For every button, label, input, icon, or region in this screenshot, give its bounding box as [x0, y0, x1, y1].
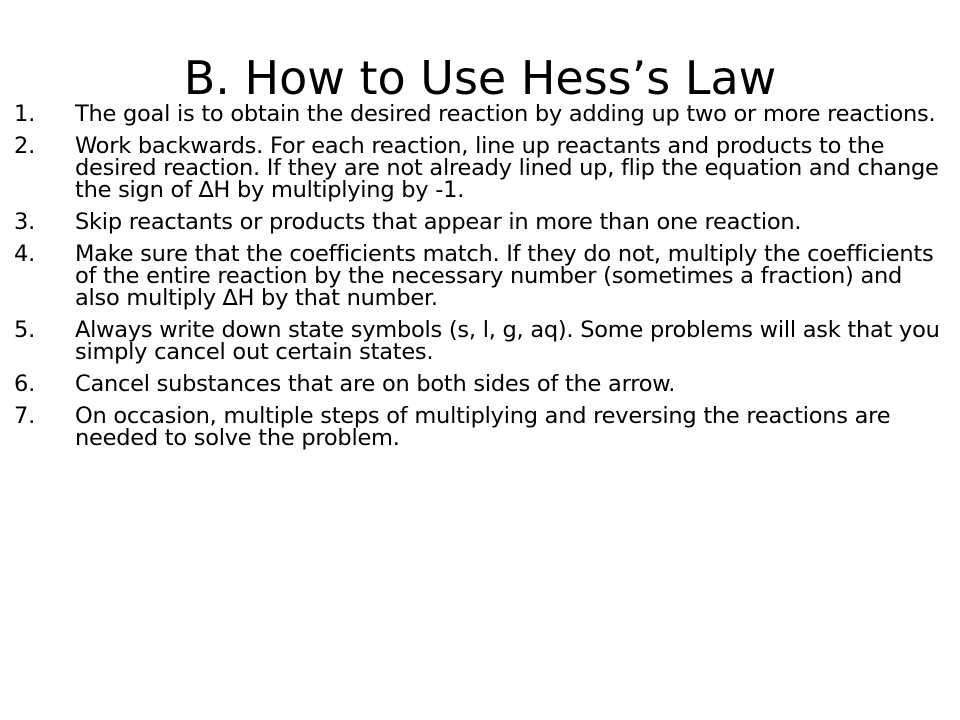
- step-number: 1.: [14, 101, 35, 127]
- step-item: [14, 405, 949, 449]
- step-item: [14, 373, 949, 395]
- step-text: Cancel substances that are on both sides of the arrow.: [75, 371, 676, 397]
- step-text: On occasion, multiple steps of multiplying and reversing the reactions are needed to solve the problem.: [75, 403, 891, 451]
- step-number: 4.: [14, 241, 35, 267]
- step-text: Work backwards. For each reaction, line up reactants and products to the desired reaction. If they are not already lined up, flip the equation and change the sign of ∆H by multiplying by -1.: [75, 133, 939, 203]
- step-number: 7.: [14, 403, 35, 429]
- step-number: 6.: [14, 371, 35, 397]
- step-item: [14, 135, 949, 201]
- step-text: Always write down state symbols (s, l, g, aq). Some problems will ask that you simply cancel out certain states.: [75, 317, 940, 365]
- step-number: 2.: [14, 133, 35, 159]
- step-text: The goal is to obtain the desired reaction by adding up two or more reactions.: [75, 101, 936, 127]
- step-text: Skip reactants or products that appear in more than one reaction.: [75, 209, 802, 235]
- step-item: [14, 211, 949, 233]
- step-number: 3.: [14, 209, 35, 235]
- step-text: Make sure that the coefficients match. If they do not, multiply the coefficients of the entire reaction by the necessary number (sometimes a fraction) and also multiply ∆H by that number.: [75, 241, 934, 311]
- steps-list: [14, 103, 949, 459]
- slide-title: B. How to Use Hess’s Law: [183, 51, 777, 105]
- step-item: [14, 243, 949, 309]
- step-item: [14, 319, 949, 363]
- step-item: [14, 103, 949, 125]
- step-number: 5.: [14, 317, 35, 343]
